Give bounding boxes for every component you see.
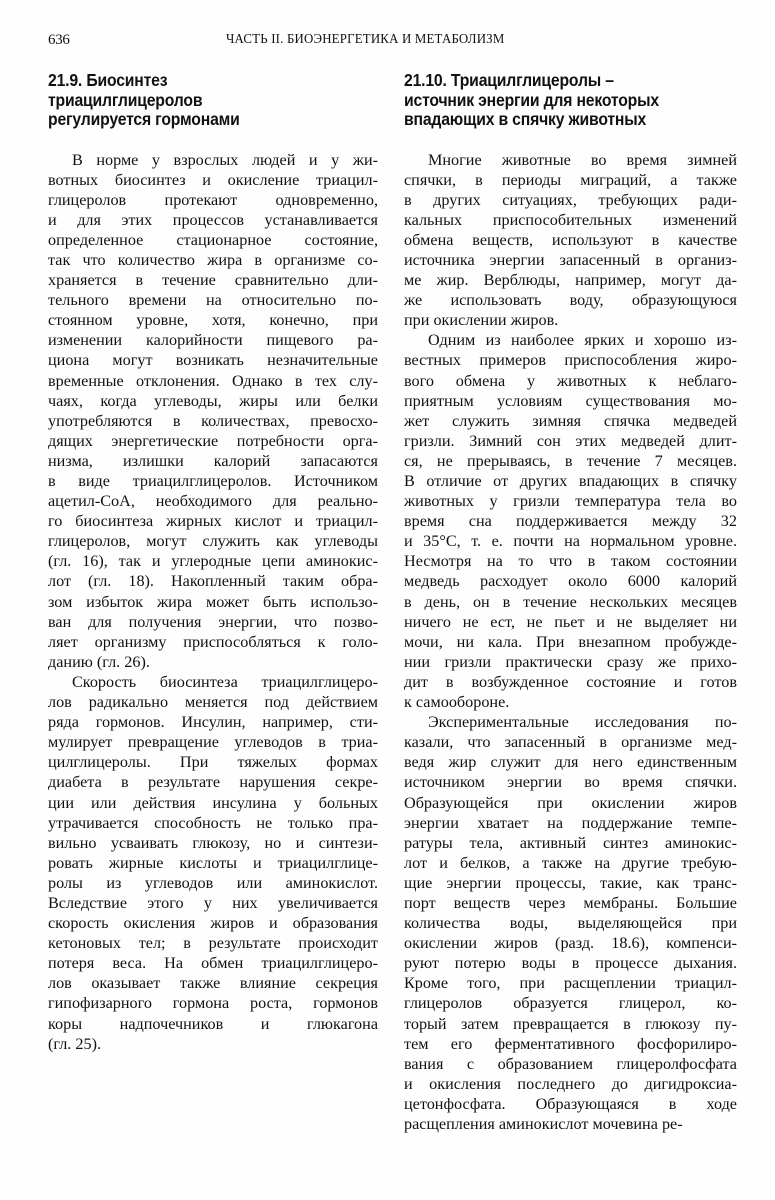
text-line: при окислении жиров. [404,311,559,330]
text-line: жет служить зимняя спячка медведей [404,411,737,430]
paragraph [48,672,378,1054]
text-line: Вследствие этого у них увеличивается [48,893,378,912]
text-line: лот и белков, а также на другие требую- [404,853,737,872]
text-line: и окисления последнего до дигидроксиа- [404,1074,737,1093]
text-line: к самообороне. [404,693,510,712]
text-line: храняется в течение сравнительно дли- [48,271,378,290]
text-line: животных у гризли температура тела во [404,492,737,511]
text-line: и 35°C, т. е. почти на нормальном уровне. [404,532,737,551]
text-line: Скорость биосинтеза триацилглицеро- [72,672,378,691]
heading-line: впадающих в спячку животных [404,109,647,129]
text-line: мочи, ни кала. При внезапном пробужде- [404,632,737,651]
section-body [404,150,737,1135]
text-line: временные отклонения. Однако в тех слу- [48,371,378,390]
text-line: окислении жиров (разд. 18.6), компенси- [404,934,737,953]
text-line: так что количество жира в организме со- [48,250,378,269]
text-line: Экспериментальные исследования по- [428,713,737,732]
running-head [48,32,737,52]
text-line: ничего не ест, не пьет и не выделяет ни [404,612,737,631]
text-line: определенное стационарное состояние, [48,230,378,249]
text-line: щие энергии процессы, такие, как транс- [404,873,737,892]
text-line: Образующейся при окислении жиров [404,793,737,812]
text-line: тельного времени на относительно по- [48,291,378,310]
text-line: Многие животные во время зимней [428,150,737,169]
text-line: стоянном уровне, хотя, конечно, при [48,311,378,330]
section-heading-21-10 [404,71,704,130]
text-line: цетонфосфата. Образующаяся в ходе [404,1094,737,1113]
text-line: гипофизарного гормона роста, гормонов [48,994,378,1013]
text-line: В отличие от других впадающих в спячку [404,472,737,490]
text-line: вого обмена у животных к неблаго- [404,371,737,390]
text-line: ме жир. Верблюды, например, могут да- [404,271,737,290]
text-line: ровать жирные кислоты и триацилглице- [48,853,378,872]
text-line: руют потерю воды в процессе дыхания. [404,954,737,973]
text-line: (гл. 16), так и углеродные цепи аминокис- [48,552,378,571]
text-line: коры надпочечников и глюкагона [48,1014,378,1033]
heading-line: 21.10. Триацилглицеролы – [404,70,614,90]
text-line: количества воды, выделяющейся при [404,914,737,933]
text-line: дящих энергетические потребности орга- [48,431,378,450]
text-line: дит в возбужденное состояние и готов [404,672,737,691]
text-line: время сна поддерживается между 32 [404,512,737,531]
text-line: цилглицеролы. При тяжелых формах [48,753,378,772]
left-column [48,71,378,1054]
text-line: вания с образованием глицеролфосфата [404,1054,737,1073]
text-line: низма, излишки калорий запасаются [48,451,378,470]
text-line: ратуры тела, активный синтез аминокис- [404,833,737,852]
text-line: лот (гл. 18). Накопленный таким обра- [48,572,378,591]
running-title: ЧАСТЬ II. БИОЭНЕРГЕТИКА И МЕТАБОЛИЗМ [226,32,505,47]
text-line: скорость окисления жиров и образования [48,914,378,933]
text-line: ции или действия инсулина у больных [48,793,378,812]
text-line: ряда гормонов. Инсулин, например, сти- [48,713,378,732]
text-line: кальных приспособительных изменений [404,210,737,229]
text-line: (гл. 25). [48,1034,102,1053]
paragraph [404,712,737,1134]
text-line: глицеролов, могут служить как углеводы [48,532,378,551]
text-line: кетоновых тел; в результате происходит [48,934,378,953]
text-line: торый затем превращается в глюкозу пу- [404,1014,737,1033]
section-body [48,150,378,1054]
text-line: приятным условиям существования мо- [404,391,737,410]
heading-line: источник энергии для некоторых [404,89,659,110]
text-line: го биосинтеза жирных кислот и триацил- [48,512,378,531]
right-column [404,71,737,1134]
heading-line: триацилглицеролов [48,89,203,110]
text-line: лов оказывает также влияние секреция [48,974,378,993]
paragraph [48,150,378,672]
text-line: В норме у взрослых людей и у жи- [72,150,378,169]
text-line: ацетил-CoA, необходимого для реально- [48,492,378,511]
text-line: спячки, в периоды миграций, а также [404,170,737,189]
text-line: потеря веса. На обмен триацилглицеро- [48,954,378,973]
section-heading-21-9 [48,71,345,130]
page-number: 636 [48,32,70,48]
text-line: мулирует превращение углеводов в триа- [48,733,378,752]
text-line: ведя жир служит для него единственным [404,753,737,772]
text-line: нии гризли практически сразу же прихо- [404,652,737,671]
text-line: и для этих процессов устанавливается [48,210,378,229]
text-line: глицеролов образуется глицерол, ко- [404,994,737,1013]
text-line: вотных биосинтез и окисление триацил- [48,170,378,189]
text-line: расщепления аминокислот мочевина ре- [404,1115,683,1133]
text-line: вильно усваивать глюкозу, но и синтези- [48,833,378,852]
text-line: данию (гл. 26). [48,652,150,671]
paragraph [404,330,737,712]
text-line: ся, не прерываясь, в течение 7 месяцев. [404,451,737,470]
text-line: Несмотря на то что в таком состоянии [404,552,737,571]
text-line: энергии хватает на поддержание темпе- [404,813,737,832]
text-line: казали, что запасенный в организме мед- [404,733,737,752]
text-line: в день, он в течение нескольких месяцев [404,592,737,611]
text-line: чаях, когда углеводы, жиры или белки [48,391,378,410]
text-line: Одним из наиболее ярких и хорошо из- [428,331,737,350]
text-line: лов радикально меняется под действием [48,693,378,712]
paragraph [404,150,737,331]
text-line: вестных примеров приспособления жиро- [404,351,737,370]
text-line: источника энергии запасенный в организ- [404,250,737,269]
text-line: зом избыток жира может быть использо- [48,592,378,611]
text-line: же использовать воду, образующуюся [404,291,737,310]
text-line: в виде триацилглицеролов. Источником [48,472,378,490]
text-line: изменении калорийности пищевого ра- [48,331,378,350]
text-line: циона могут возникать незначительные [48,351,378,370]
text-line: гризли. Зимний сон этих медведей длит- [404,431,737,450]
text-line: утрачивается способность не только пра- [48,813,378,832]
text-line: глицеролов протекают одновременно, [48,190,378,209]
text-line: медведь расходует около 6000 калорий [404,572,737,591]
text-line: ляет организму приспособляться к голо- [48,632,378,651]
text-line: порт веществ через мембраны. Большие [404,893,737,912]
text-line: обмена веществ, используют в качестве [404,230,737,249]
heading-line: регулируется гормонами [48,109,240,129]
text-line: ван для получения энергии, что позво- [48,612,378,631]
text-line: употребляются в количествах, превосхо- [48,411,378,430]
text-line: в других ситуациях, требующих ради- [404,190,737,209]
text-line: тем его ферментативного фосфорилиро- [404,1034,737,1053]
heading-line: 21.9. Биосинтез [48,70,168,90]
text-line: диабета в результате нарушения секре- [48,773,378,792]
text-line: ролы из углеводов или аминокислот. [48,873,378,892]
text-line: источником энергии во время спячки. [404,773,737,792]
text-line: Кроме того, при расщеплении триацил- [404,974,737,993]
